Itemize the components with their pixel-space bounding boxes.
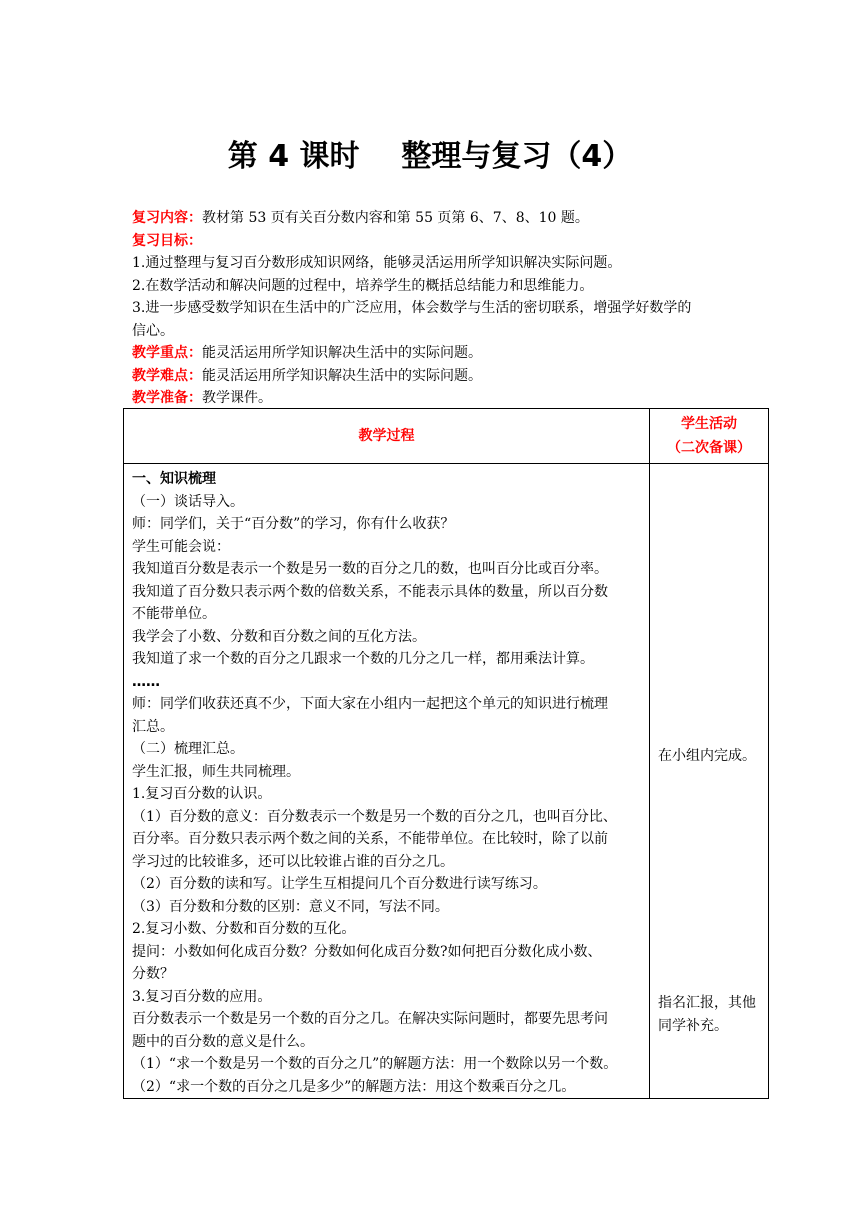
table-body-row [124, 464, 769, 1099]
process-line: 汇总。 [132, 718, 174, 735]
process-line: （二）梳理汇总。 [132, 741, 244, 757]
page-title: 第 4 课时 整理与复习（4） [227, 139, 633, 174]
table-header-row [124, 409, 769, 464]
process-line: …… [132, 673, 160, 690]
key-line [132, 342, 752, 365]
goal-item: 3.进一步感受数学知识在生活中的广泛应用，体会数学与生活的密切联系，增强学好数学的 [132, 300, 692, 316]
process-line: 我知道百分数是表示一个数是另一数的百分之几的数，也叫百分比或百分率。 [132, 561, 608, 577]
content-line [132, 207, 752, 230]
difficulty-text: 能灵活运用所学知识解决生活中的实际问题。 [202, 367, 482, 384]
header-activity-line1: 学生活动 [681, 416, 737, 432]
prep-label: 教学准备： [132, 390, 202, 406]
content-label: 复习内容： [132, 210, 202, 226]
process-line: 不能带单位。 [132, 606, 216, 622]
goals-line [132, 230, 752, 253]
process-line: 学生汇报，师生共同梳理。 [132, 763, 300, 780]
process-line: （1）“求一个数是另一个数的百分之几”的解题方法：用一个数除以另一个数。 [132, 1056, 618, 1072]
goal-item: 信心。 [132, 322, 174, 339]
process-line: （2）“求一个数的百分之几是多少”的解题方法：用这个数乘百分之几。 [132, 1078, 576, 1095]
lesson-table [123, 408, 769, 1099]
goals-label: 复习目标： [132, 232, 202, 249]
activity-note: 同学补充。 [658, 1018, 728, 1034]
process-line: 师：同学们收获还真不少，下面大家在小组内一起把这个单元的知识进行梳理 [132, 696, 608, 712]
process-line: 分数？ [132, 966, 174, 982]
process-line: 1.复习百分数的认识。 [132, 786, 272, 802]
key-text: 能灵活运用所学知识解决生活中的实际问题。 [202, 345, 482, 361]
process-line: 学生可能会说： [132, 538, 230, 555]
goal-item: 2.在数学活动和解决问题的过程中，培养学生的概括总结能力和思维能力。 [132, 277, 594, 294]
process-line: （3）百分数和分数的区别：意义不同，写法不同。 [132, 898, 449, 915]
header-process-label: 教学过程 [358, 428, 415, 444]
process-line: 学习过的比较谁多，还可以比较谁占谁的百分之几。 [132, 853, 454, 870]
lesson-meta [132, 207, 752, 410]
prep-line [132, 387, 752, 410]
process-line: 题中的百分数的意义是什么。 [132, 1033, 314, 1050]
process-line: 3.复习百分数的应用。 [132, 988, 272, 1005]
process-text [124, 464, 649, 1098]
difficulty-label: 教学难点： [132, 367, 202, 384]
process-line: 师：同学们，关于“百分数”的学习，你有什么收获？ [132, 516, 455, 532]
process-line: （1）百分数的意义：百分数表示一个数是另一个数的百分之几，也叫百分比、 [132, 808, 617, 825]
header-process [124, 409, 650, 464]
activity-note: 在小组内完成。 [658, 748, 756, 764]
header-activity [650, 409, 769, 464]
content-text: 教材第 53 页有关百分数内容和第 55 页第 6、7、8、10 题。 [202, 210, 589, 226]
process-line: 我知道了求一个数的百分之几跟求一个数的几分之几一样，都用乘法计算。 [132, 651, 594, 667]
key-label: 教学重点： [132, 345, 202, 361]
process-line: 2.复习小数、分数和百分数的互化。 [132, 921, 356, 937]
process-line: 我知道了百分数只表示两个数的倍数关系，不能表示具体的数量，所以百分数 [132, 583, 608, 600]
prep-text: 教学课件。 [202, 390, 272, 406]
header-activity-line2: （二次备课） [667, 440, 751, 456]
activity-cell [650, 464, 769, 1099]
process-cell [124, 464, 650, 1099]
difficulty-line [132, 365, 752, 388]
process-line: 一、知识梳理 [132, 471, 216, 487]
goal-item: 1.通过整理与复习百分数形成知识网络，能够灵活运用所学知识解决实际问题。 [132, 255, 622, 271]
process-line: 我学会了小数、分数和百分数之间的互化方法。 [132, 628, 426, 645]
process-line: （2）百分数的读和写。让学生互相提问几个百分数进行读写练习。 [132, 876, 547, 892]
activity-note: 指名汇报，其他 [658, 995, 756, 1011]
process-line: 提问：小数如何化成百分数？分数如何化成百分数?如何把百分数化成小数、 [132, 943, 602, 960]
process-line: 百分率。百分数只表示两个数之间的关系，不能带单位。在比较时，除了以前 [132, 831, 608, 847]
process-line: 百分数表示一个数是另一个数的百分之几。在解决实际问题时，都要先思考问 [132, 1011, 608, 1027]
process-line: （一）谈话导入。 [132, 493, 244, 510]
